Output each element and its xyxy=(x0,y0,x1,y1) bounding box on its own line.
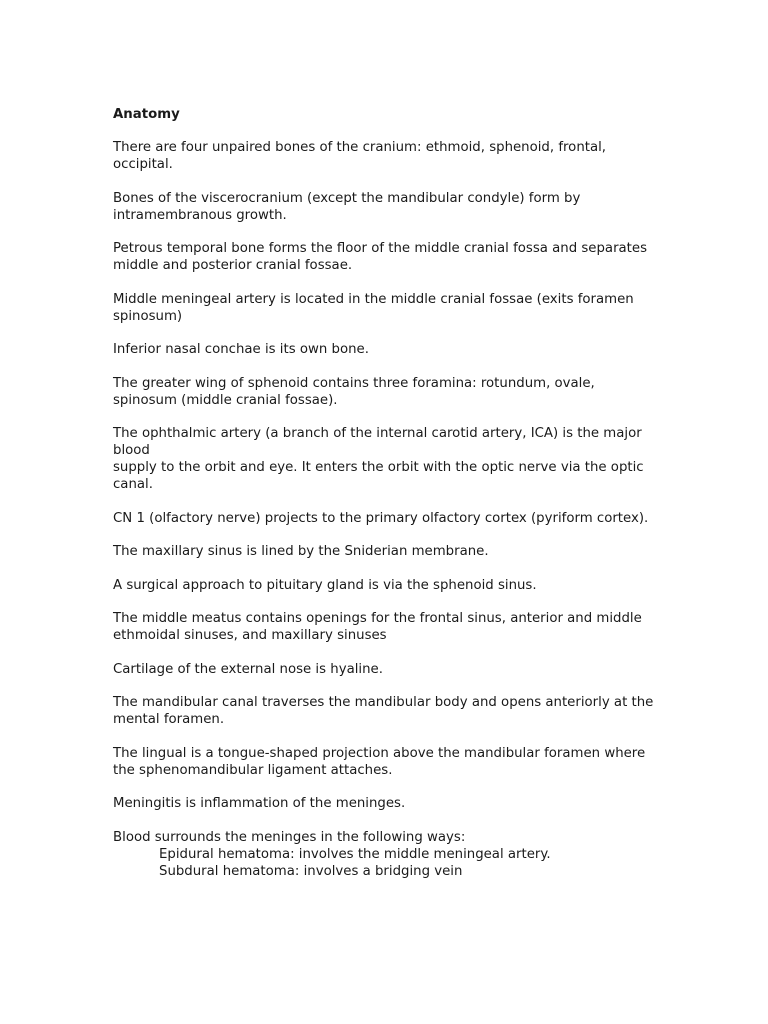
paragraph-olfactory-nerve: CN 1 (olfactory nerve) projects to the primary olfactory cortex (pyriform cortex). xyxy=(113,510,649,526)
blood-intro: Blood surrounds the meninges in the following ways: xyxy=(113,829,466,845)
paragraph-meningitis: Meningitis is inflammation of the meninges. xyxy=(113,796,406,811)
paragraph-middle-meningeal: Middle meningeal artery is located in the middle cranial fossae (exits foramen spinosum) xyxy=(113,291,634,324)
paragraph-lingula: The lingual is a tongue-shaped projection above the mandibular foramen where the sphenomandibular ligament attaches. xyxy=(113,745,646,778)
paragraph-blood-meninges xyxy=(113,829,661,880)
paragraph-greater-wing: The greater wing of sphenoid contains three foramina: rotundum, ovale, spinosum (middle cranial fossae). xyxy=(113,375,595,408)
document-title: Anatomy xyxy=(113,107,180,122)
blood-item-epidural: Epidural hematoma: involves the middle meningeal artery. xyxy=(159,846,551,862)
paragraph-petrous-temporal: Petrous temporal bone forms the floor of the middle cranial fossa and separates middle and posterior cranial fossae. xyxy=(113,241,648,273)
ophthalmic-line-1: The ophthalmic artery (a branch of the internal carotid artery, ICA) is the major blood xyxy=(113,426,642,458)
paragraph-pituitary-approach: A surgical approach to pituitary gland is via the sphenoid sinus. xyxy=(113,577,537,593)
paragraph-viscerocranium: Bones of the viscerocranium (except the mandibular condyle) form by intramembranous growth. xyxy=(113,190,581,223)
ophthalmic-line-2: supply to the orbit and eye. It enters the orbit with the optic nerve via the optic canal. xyxy=(113,460,644,492)
paragraph-external-nose: Cartilage of the external nose is hyaline. xyxy=(113,661,383,677)
paragraph-middle-meatus: The middle meatus contains openings for the frontal sinus, anterior and middle ethmoidal sinuses, and maxillary sinuses xyxy=(113,611,642,643)
paragraph-ophthalmic-artery xyxy=(113,425,661,493)
document-page xyxy=(113,106,661,896)
paragraph-unpaired-bones: There are four unpaired bones of the cranium: ethmoid, sphenoid, frontal, occipital. xyxy=(113,140,607,172)
paragraph-maxillary-sinus: The maxillary sinus is lined by the Sniderian membrane. xyxy=(113,544,489,559)
paragraph-mandibular-canal: The mandibular canal traverses the mandibular body and opens anteriorly at the mental foramen. xyxy=(113,695,654,727)
paragraph-nasal-conchae: Inferior nasal conchae is its own bone. xyxy=(113,342,369,357)
blood-item-subdural: Subdural hematoma: involves a bridging vein xyxy=(159,863,463,879)
